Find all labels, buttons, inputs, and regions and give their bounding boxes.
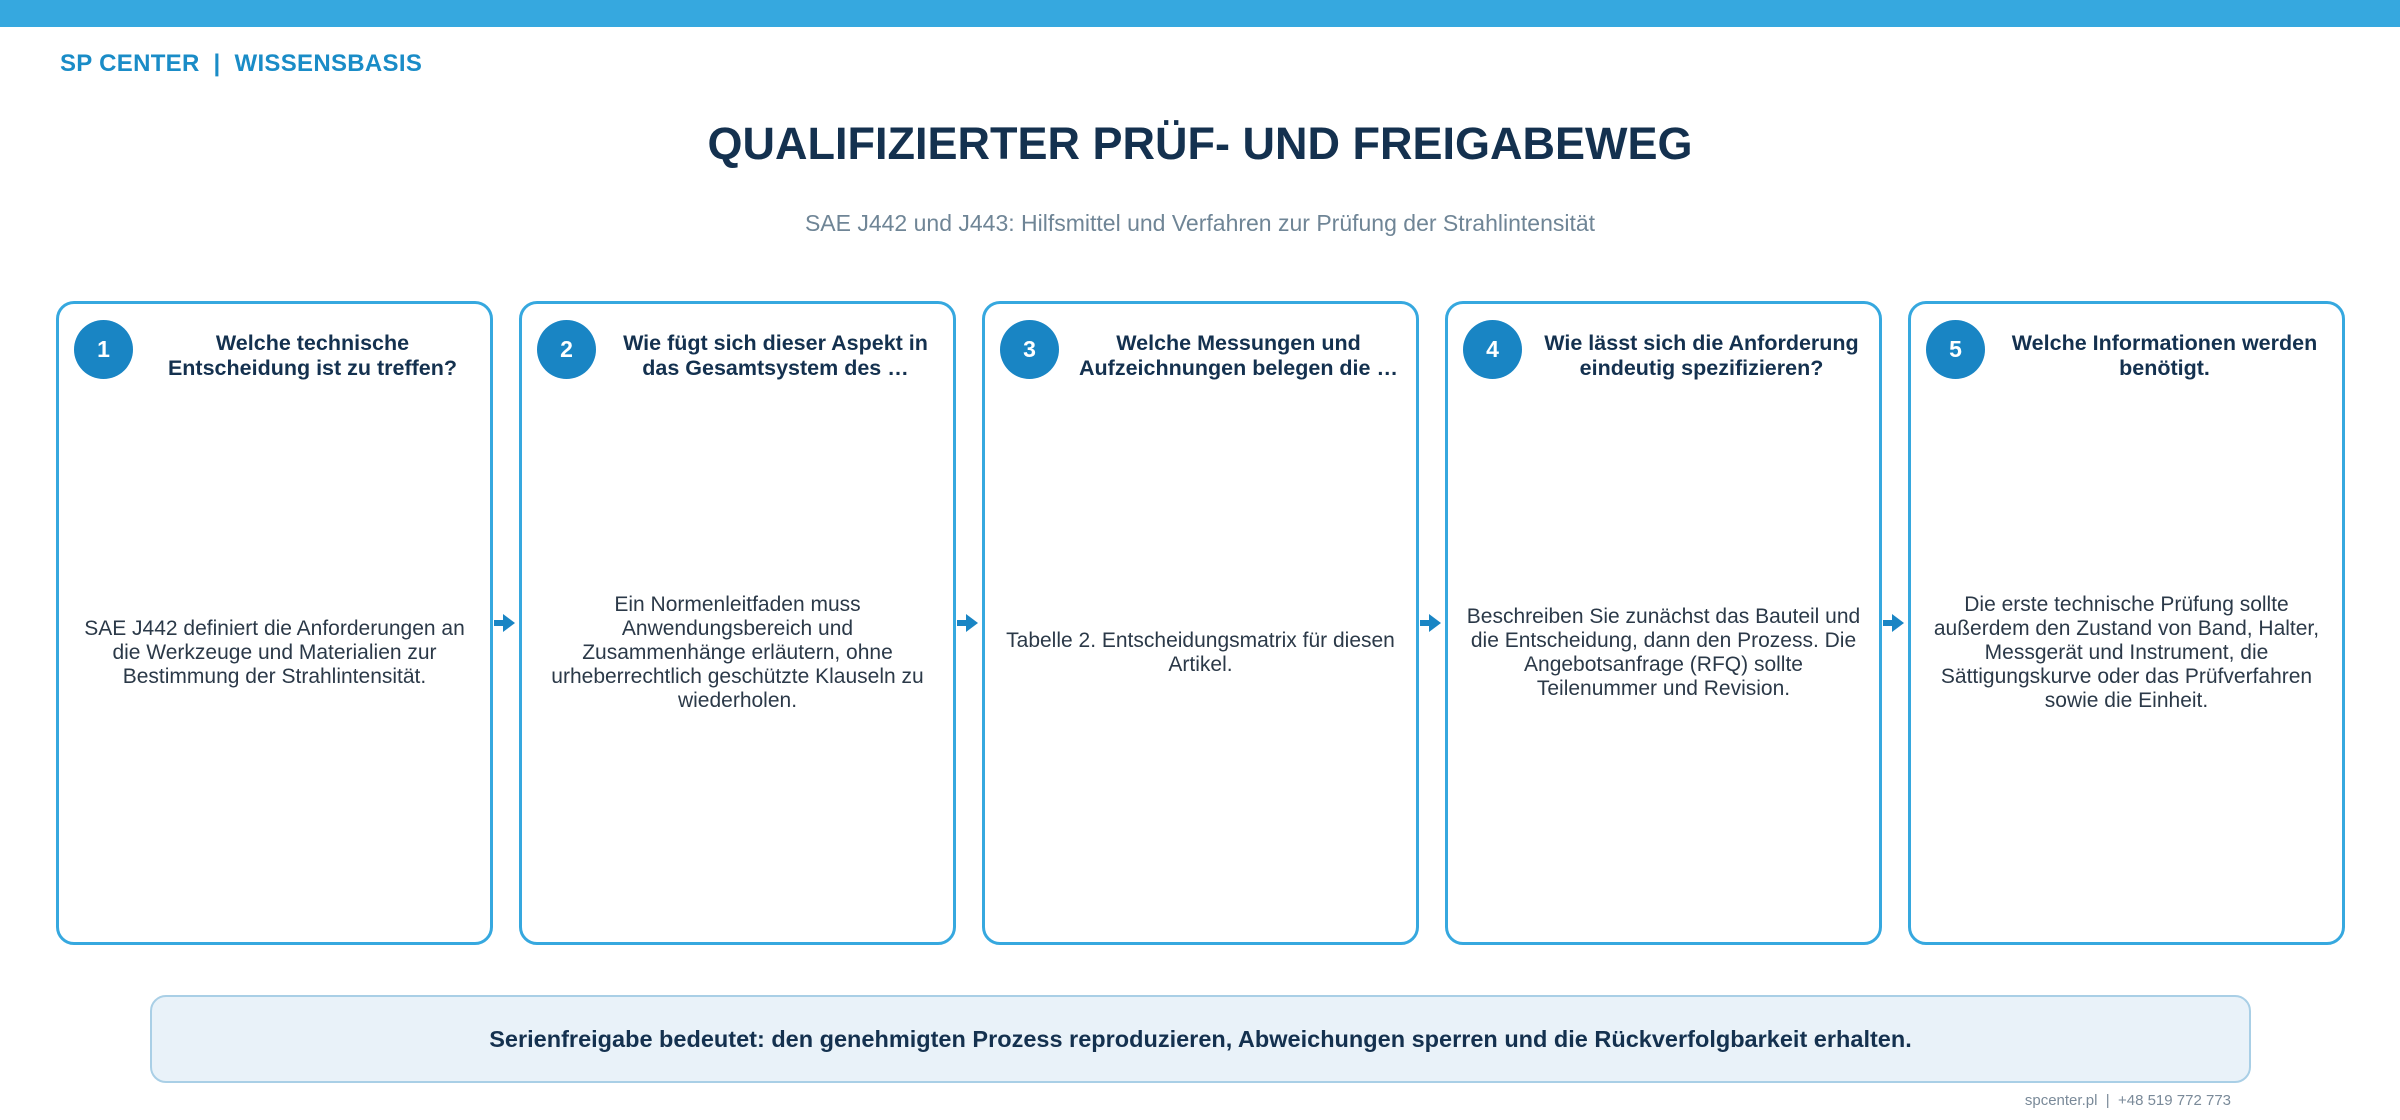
contact-info: spcenter.pl | +48 519 772 773: [2024, 1092, 2231, 1109]
step-card-2: [519, 301, 956, 945]
summary-text: Serienfreigabe bedeutet: den genehmigten Prozess reproduzieren, Abweichungen sperren und die Rückverfolgbarkeit erhalten.: [489, 1025, 1912, 1052]
step-title: Welche Messungen und Aufzeichnungen belegen die …: [1079, 331, 1398, 380]
step-description: Tabelle 2. Entscheidungsmatrix für diesen Artikel.: [1006, 629, 1395, 676]
arrow-right-icon: [494, 612, 516, 634]
step-title: Wie fügt sich dieser Aspekt in das Gesamtsystem des …: [623, 331, 928, 380]
step-card-1: [56, 301, 493, 945]
step-card-3: [982, 301, 1419, 945]
step-card-4: [1445, 301, 1882, 945]
step-title: Wie lässt sich die Anforderung eindeutig spezifizieren?: [1544, 331, 1859, 380]
step-card-5: [1908, 301, 2345, 945]
arrow-right-icon: [957, 612, 979, 634]
summary-banner: [150, 995, 2251, 1083]
step-number-badge: 5: [1926, 320, 1985, 379]
page-title: QUALIFIZIERTER PRÜF- UND FREIGABEWEG: [707, 118, 1693, 169]
step-number-badge: 1: [74, 320, 133, 379]
step-number-badge: 2: [537, 320, 596, 379]
step-description: SAE J442 definiert die Anforderungen an die Werkzeuge und Materialien zur Bestimmung der Strahlintensität.: [84, 617, 465, 688]
arrow-right-icon: [1883, 612, 1905, 634]
step-number-badge: 3: [1000, 320, 1059, 379]
arrow-right-icon: [1420, 612, 1442, 634]
brand-label: SP CENTER | WISSENSBASIS: [60, 50, 423, 77]
step-title: Welche technische Entscheidung ist zu treffen?: [167, 331, 458, 380]
step-description: Die erste technische Prüfung sollte außerdem den Zustand von Band, Halter, Messgerät und Instrument, die Sättigungskurve oder das Prüfverfahren sowie die Einheit.: [1933, 593, 2320, 712]
step-description: Beschreiben Sie zunächst das Bauteil und die Entscheidung, dann den Prozess. Die Angebotsanfrage (RFQ) sollte Teilenummer und Revision.: [1466, 605, 1861, 700]
step-description: Ein Normenleitfaden muss Anwendungsbereich und Zusammenhänge erläutern, ohne urheberrechtlich geschützte Klauseln zu wiederholen.: [551, 593, 924, 712]
page-subtitle: SAE J442 und J443: Hilfsmittel und Verfahren zur Prüfung der Strahlintensität: [804, 210, 1596, 236]
step-title: Welche Informationen werden benötigt.: [2011, 331, 2318, 380]
step-number-badge: 4: [1463, 320, 1522, 379]
